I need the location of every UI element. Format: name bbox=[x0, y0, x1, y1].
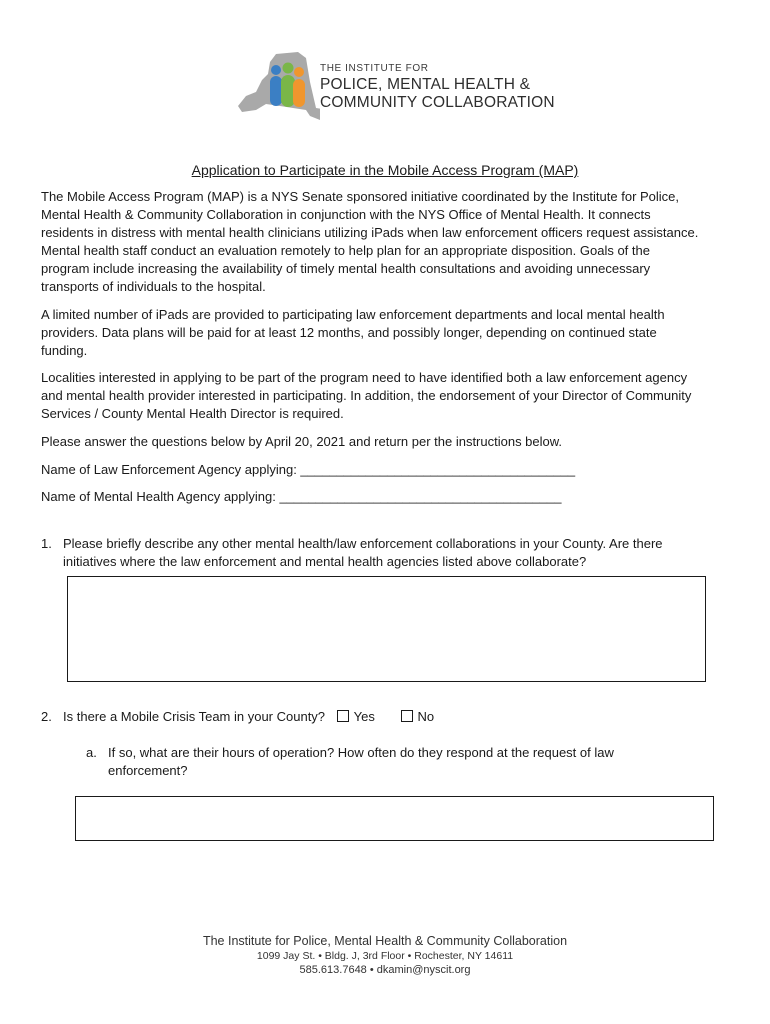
law-enforcement-agency-field[interactable]: Name of Law Enforcement Agency applying: ______________________________________ bbox=[41, 462, 576, 477]
page-title: Application to Participate in the Mobile Access Program (MAP) bbox=[191, 162, 579, 178]
institute-logo bbox=[236, 52, 556, 132]
no-option[interactable] bbox=[401, 709, 435, 724]
question-2-text: Is there a Mobile Crisis Team in your County? bbox=[63, 709, 326, 724]
footer-address: 1099 Jay St. • Bldg. J, 3rd Floor • Rochester, NY 14611 bbox=[256, 950, 514, 962]
question-1-text: Please briefly describe any other mental health/law enforcement collaborations in your County. Are there initiatives where the law enforcement and mental health agencies listed above collaborate? bbox=[63, 536, 663, 569]
mental-health-agency-field[interactable]: Name of Mental Health Agency applying: _______________________________________ bbox=[41, 489, 562, 504]
question-1 bbox=[41, 535, 681, 571]
yes-checkbox[interactable] bbox=[337, 710, 349, 722]
eligibility-paragraph: Localities interested in applying to be part of the program need to have identified both a law enforcement agency and mental health provider interested in participating. In addition, the endorsement of your Director of Community Services / County Mental Health Director is required. bbox=[41, 370, 692, 421]
logo-line-2: POLICE, MENTAL HEALTH & bbox=[320, 76, 531, 93]
people-figures-icon bbox=[270, 63, 305, 108]
question-2-number: 2. bbox=[41, 709, 52, 724]
logo-wordmark bbox=[320, 64, 555, 112]
intro-paragraph: The Mobile Access Program (MAP) is a NYS Senate sponsored initiative coordinated by the Institute for Police, Mental Health & Community Collaboration in conjunction with the NYS Office of Mental Health. It connects residents in distress with mental health clinicians utilizing iPads when law enforcement officers request assistance. Mental health staff conduct an evaluation remotely to help plan for an appropriate disposition. Goals of the program include increasing the availability of timely mental health consultations and avoiding unnecessary transports of individuals to the hospital. bbox=[41, 189, 699, 294]
footer-org: The Institute for Police, Mental Health & Community Collaboration bbox=[202, 934, 568, 948]
question-2a bbox=[86, 744, 656, 780]
no-label: No bbox=[417, 709, 435, 724]
question-2a-number: a. bbox=[86, 745, 97, 760]
question-2a-text: If so, what are their hours of operation? How often do they respond at the request of law enforcement? bbox=[108, 745, 614, 778]
ipads-paragraph: A limited number of iPads are provided to participating law enforcement departments and local mental health providers. Data plans will be paid for at least 12 months, and possibly longer, depending on continued state funding. bbox=[41, 307, 665, 358]
footer-contact: 585.613.7648 • dkamin@nyscit.org bbox=[299, 964, 471, 976]
yes-option[interactable] bbox=[337, 709, 375, 724]
new-york-state-icon bbox=[236, 52, 320, 132]
logo-line-3: COMMUNITY COLLABORATION bbox=[320, 93, 555, 111]
question-1-number: 1. bbox=[41, 536, 52, 551]
logo-line-1: THE INSTITUTE FOR bbox=[320, 63, 429, 74]
question-2 bbox=[41, 708, 681, 726]
answer-box-2a[interactable] bbox=[75, 796, 714, 841]
answer-box-1[interactable] bbox=[67, 576, 706, 682]
no-checkbox[interactable] bbox=[401, 710, 413, 722]
yes-label: Yes bbox=[353, 709, 375, 724]
deadline-paragraph: Please answer the questions below by April 20, 2021 and return per the instructions below. bbox=[41, 434, 563, 449]
